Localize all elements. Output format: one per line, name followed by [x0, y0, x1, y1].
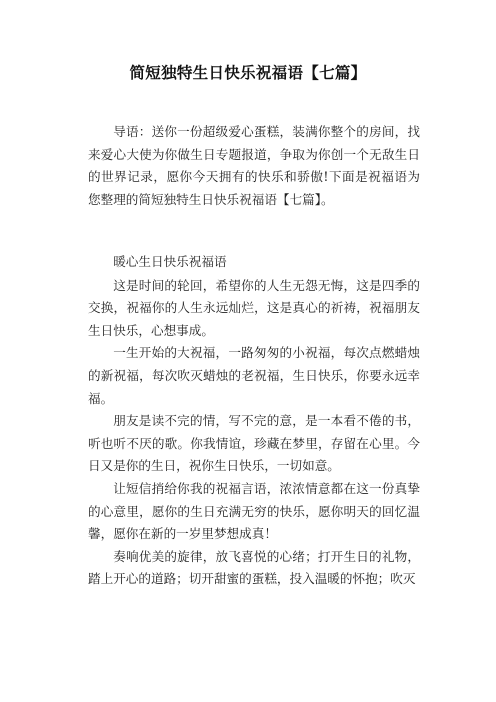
blessing-paragraph: 这是时间的轮回，希望你的人生无怨无悔，这是四季的交换，祝福你的人生永远灿烂，这是真心的祈祷，祝福朋友生日快乐，心想事成。 [88, 277, 420, 338]
document-title: 简短独特生日快乐祝福语【七篇】 [129, 64, 367, 82]
section-block [88, 251, 420, 591]
blessing-paragraph: 奏响优美的旋律，放飞喜悦的心绪；打开生日的礼物，踏上开心的道路；切开甜蜜的蛋糕，投入温暖的怀抱；吹灭 [88, 548, 420, 587]
blessing-paragraph: 一生开始的大祝福，一路匆匆的小祝福，每次点燃蜡烛的新祝福，每次吹灭蜡烛的老祝福，生日快乐，你要永远幸福。 [88, 345, 420, 406]
blessing-paragraph: 让短信捎给你我的祝福言语，浓浓情意都在这一份真挚的心意里，愿你的生日充满无穷的快乐，愿你明天的回忆温馨，愿你在新的一岁里梦想成真！ [88, 480, 420, 542]
intro-paragraph: 导语：送你一份超级爱心蛋糕，装满你整个的房间，找来爱心大使为你做生日专题报道，争取为你创一个无敌生日的世界记录，愿你今天拥有的快乐和骄傲!下面是祝福语为您整理的简短独特生日快乐祝福语【七篇】。 [88, 124, 420, 207]
intro-block [88, 121, 420, 211]
blessing-paragraph: 朋友是读不完的情，写不完的意，是一本看不倦的书，听也听不厌的歌。你我情谊，珍藏在梦里，存留在心里。今日又是你的生日，祝你生日快乐，一切如意。 [88, 413, 420, 474]
section-heading: 暖心生日快乐祝福语 [113, 254, 227, 269]
